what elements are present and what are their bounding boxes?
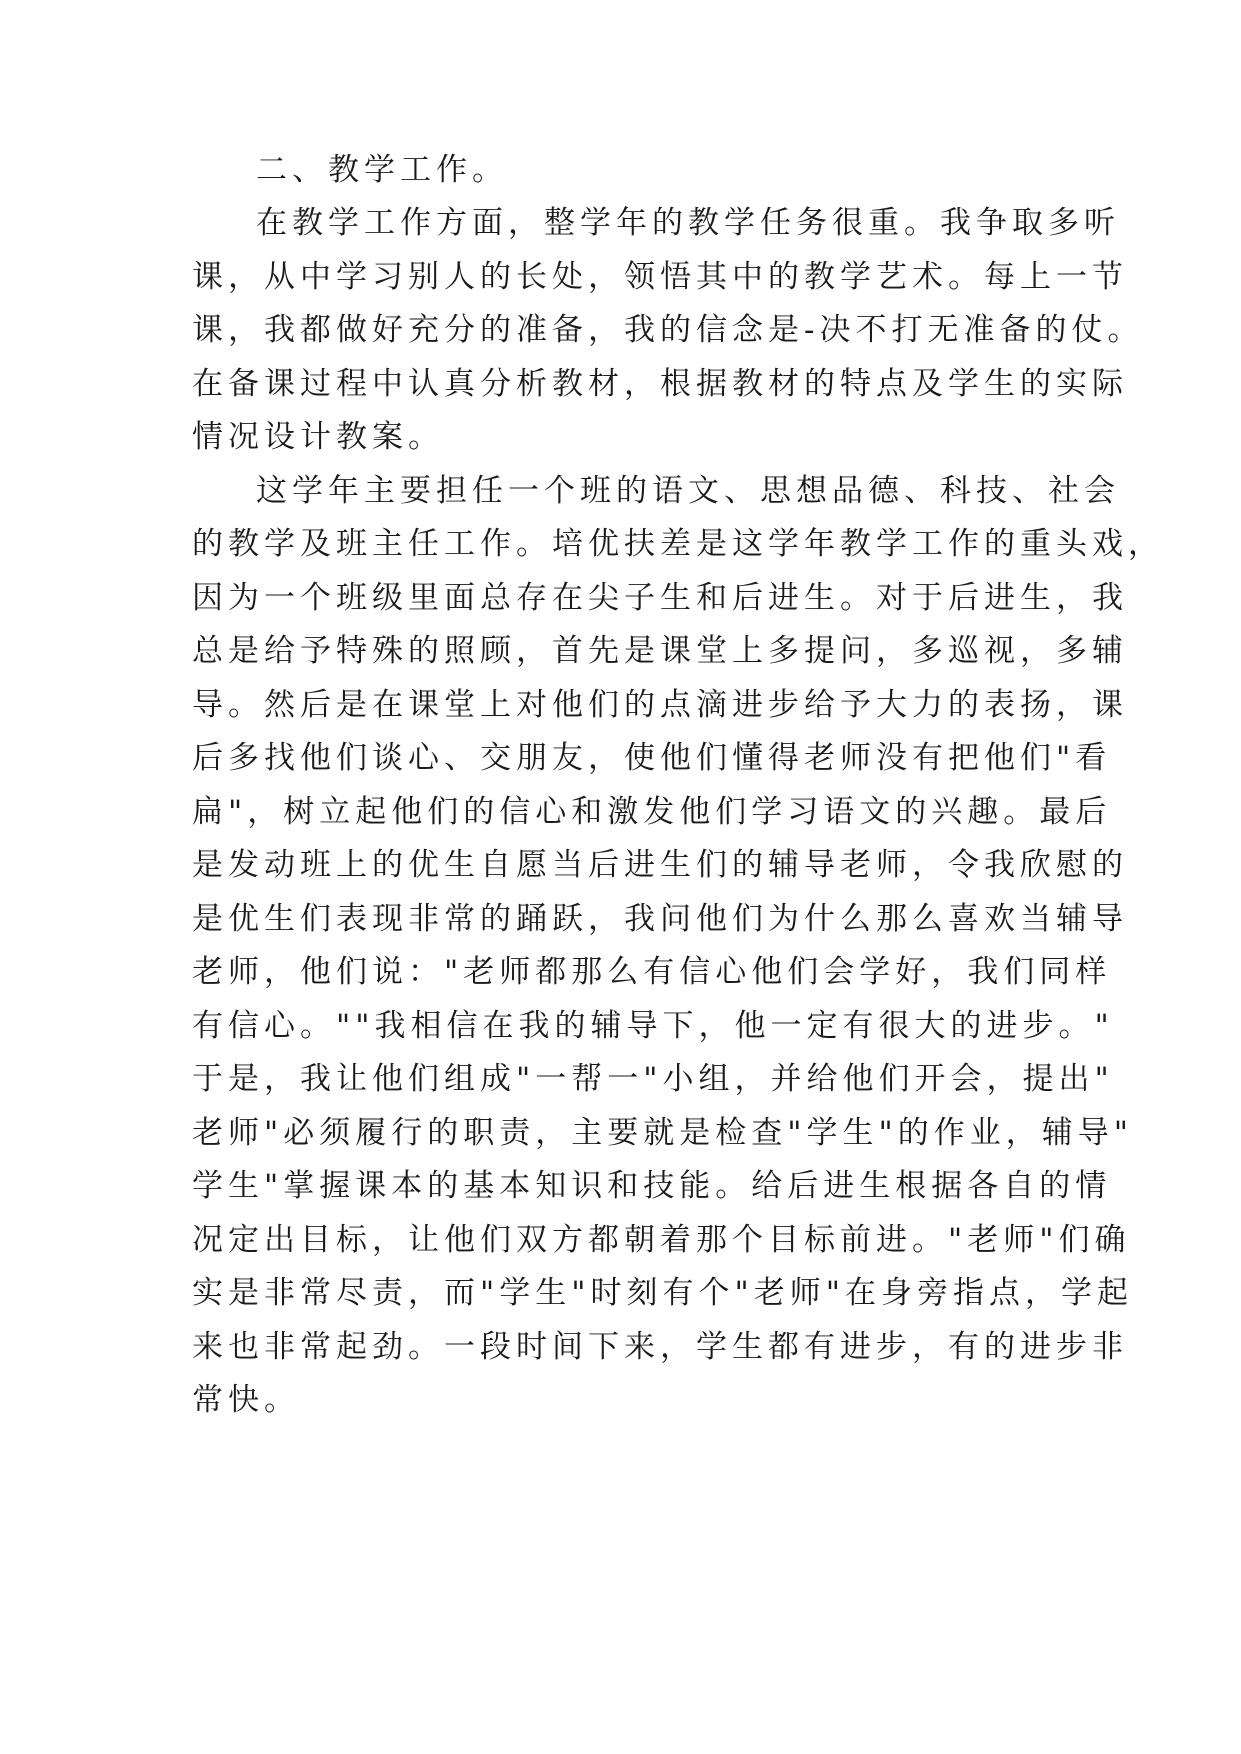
paragraph-line: 导。然后是在课堂上对他们的点滴进步给予大力的表扬，课 [192, 687, 1128, 723]
paragraph-line: 因为一个班级里面总存在尖子生和后进生。对于后进生，我 [192, 580, 1128, 616]
paragraph-line: 于是，我让他们组成"一帮一"小组，并给他们开会，提出" [192, 1061, 1114, 1097]
paragraph-line: 老师"必须履行的职责，主要就是检查"学生"的作业，辅导" [192, 1115, 1134, 1151]
paragraph-line: 况定出目标，让他们双方都朝着那个目标前进。"老师"们确 [192, 1222, 1131, 1258]
section-heading: 二、教学工作。 [256, 152, 508, 188]
paragraph-line: 实是非常尽责，而"学生"时刻有个"老师"在身旁指点，学起 [192, 1275, 1134, 1311]
paragraph-line: 老师，他们说："老师都那么有信心他们会学好，我们同样 [192, 954, 1112, 990]
paragraph-line: 课，从中学习别人的长处，领悟其中的教学艺术。每上一节 [192, 259, 1128, 295]
paragraph-line: 在备课过程中认真分析教材，根据教材的特点及学生的实际 [192, 366, 1128, 402]
paragraph-line: 总是给予特殊的照顾，首先是课堂上多提问，多巡视，多辅 [192, 633, 1128, 669]
paragraph-line: 扁"，树立起他们的信心和激发他们学习语文的兴趣。最后 [192, 794, 1112, 830]
paragraph-line: 这学年主要担任一个班的语文、思想品德、科技、社会 [256, 473, 1120, 509]
paragraph-line: 常快。 [192, 1382, 300, 1418]
paragraph-line: 情况设计教案。 [192, 419, 444, 455]
paragraph-line: 在教学工作方面，整学年的教学任务很重。我争取多听 [256, 205, 1120, 241]
paragraph-line: 学生"掌握课本的基本知识和技能。给后进生根据各自的情 [192, 1168, 1112, 1204]
paragraph-line: 有信心。""我相信在我的辅导下，他一定有很大的进步。" [192, 1008, 1114, 1044]
paragraph-line: 的教学及班主任工作。培优扶差是这学年教学工作的重头戏， [192, 526, 1164, 562]
paragraph-line: 来也非常起劲。一段时间下来，学生都有进步，有的进步非 [192, 1329, 1128, 1365]
paragraph-line: 是发动班上的优生自愿当后进生们的辅导老师，令我欣慰的 [192, 847, 1128, 883]
paragraph-line: 后多找他们谈心、交朋友，使他们懂得老师没有把他们"看 [192, 740, 1112, 776]
paragraph-line: 课，我都做好充分的准备，我的信念是-决不打无准备的仗。 [192, 312, 1144, 348]
paragraph-line: 是优生们表现非常的踊跃，我问他们为什么那么喜欢当辅导 [192, 901, 1128, 937]
